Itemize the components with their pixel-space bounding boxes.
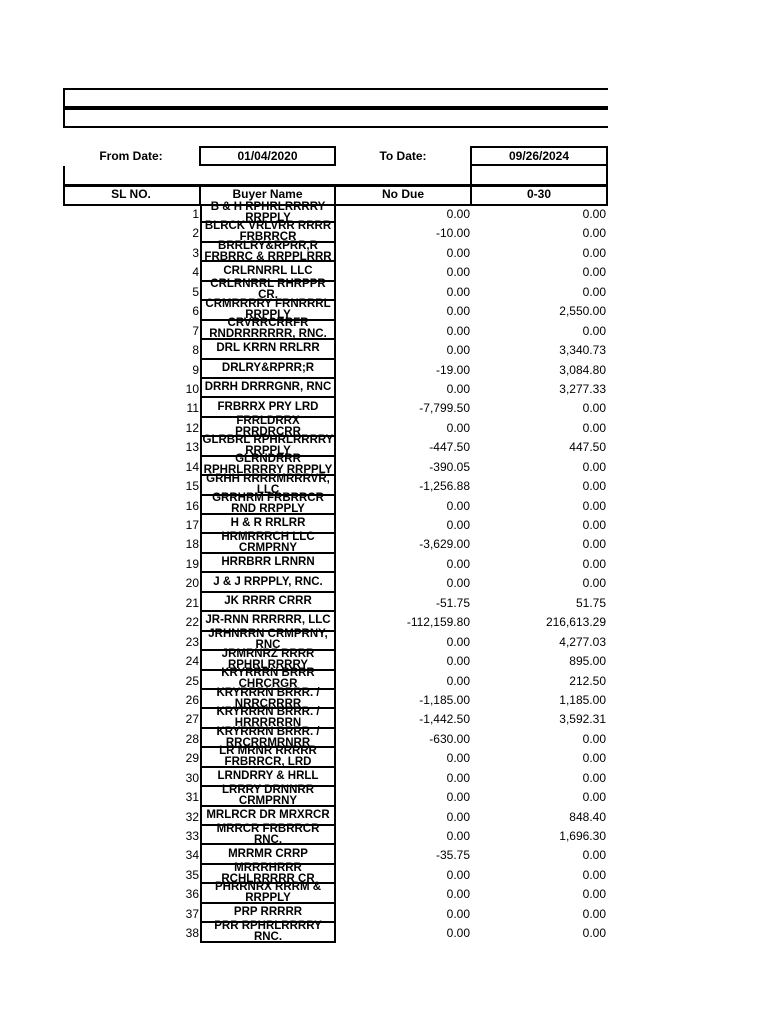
row-sl-number[interactable]: 4 (192, 265, 199, 280)
table-row (63, 768, 608, 787)
row-buyer-name[interactable] (200, 783, 336, 807)
row-buyer-name-text: CRLRNRRL RHRPPR CR. (210, 278, 326, 302)
row-sl-number[interactable]: 34 (185, 848, 199, 863)
row-0-30[interactable]: 0.00 (582, 867, 606, 882)
row-buyer-name-text: CRVRRCRRFR RNDRRRRRRR, RNC. (209, 317, 327, 341)
table-row (63, 239, 608, 263)
row-buyer-name-text: JR-RNN RRRRRR, LLC (205, 614, 331, 627)
row-sl-number[interactable]: 29 (185, 751, 199, 766)
row-no-due[interactable]: -112,159.80 (406, 615, 470, 630)
row-buyer-name-text: GRHH RRRRMRRRVR, LLC (206, 472, 330, 496)
row-sl-number[interactable]: 15 (185, 479, 199, 494)
row-0-30[interactable]: 895.00 (569, 654, 606, 669)
row-no-due[interactable]: 0.00 (446, 751, 470, 766)
row-0-30[interactable]: 0.00 (582, 401, 606, 416)
row-sl-number[interactable]: 11 (186, 401, 199, 416)
row-buyer-name-text: HRRBRR LRNRN (221, 556, 315, 569)
row-buyer-name[interactable] (200, 593, 336, 612)
row-no-due[interactable]: 0.00 (446, 381, 470, 396)
row-no-due[interactable]: -630.00 (429, 731, 470, 746)
row-0-30[interactable]: 0.00 (582, 284, 606, 299)
row-no-due[interactable]: 0.00 (446, 498, 470, 513)
row-buyer-name[interactable] (200, 919, 336, 943)
row-sl-number[interactable]: 8 (192, 343, 199, 358)
col-header-0-30[interactable]: 0-30 (526, 187, 552, 201)
row-no-due[interactable]: -1,185.00 (419, 692, 470, 707)
col-header-nodue[interactable]: No Due (382, 187, 424, 201)
row-0-30[interactable]: 0.00 (582, 790, 606, 805)
row-buyer-name-text: KRYRRRN BRRR. / RRCRRMRNRR (216, 725, 320, 749)
table-row (63, 686, 608, 710)
row-0-30[interactable]: 4,277.03 (559, 634, 606, 649)
table-row (63, 360, 608, 379)
row-no-due[interactable]: 0.00 (446, 809, 470, 824)
table-row (63, 667, 608, 691)
row-no-due[interactable]: 0.00 (446, 926, 470, 941)
row-sl-number[interactable]: 5 (192, 284, 199, 299)
row-sl-number[interactable]: 25 (185, 673, 199, 688)
table-row (63, 531, 608, 555)
table-row (63, 904, 608, 923)
row-buyer-name[interactable] (200, 360, 336, 379)
row-buyer-name-text: DRLRY&RPRR;R (221, 361, 315, 374)
row-buyer-name-text: CRMRRRRY FRNRRRL RRPPLY (205, 297, 331, 321)
row-0-30[interactable]: 0.00 (582, 245, 606, 260)
table-row (63, 297, 608, 321)
row-buyer-name[interactable] (200, 822, 336, 846)
row-buyer-name-text: H & R RRLRR (230, 517, 306, 530)
row-buyer-name-text: GLRBRL RPHRLRRRRY RRPPLY (202, 433, 334, 457)
table-row (63, 845, 608, 864)
table-row (63, 744, 608, 768)
row-no-due[interactable]: -7,799.50 (419, 401, 470, 416)
table-row (63, 472, 608, 496)
row-0-30[interactable]: 0.00 (582, 518, 606, 532)
row-sl-number[interactable]: 27 (185, 712, 199, 727)
row-sl-number[interactable]: 16 (185, 498, 199, 513)
row-sl-number[interactable]: 28 (185, 731, 199, 746)
row-sl-number[interactable]: 26 (185, 692, 199, 707)
row-0-30[interactable]: 0.00 (582, 537, 606, 552)
table-row (63, 822, 608, 846)
row-buyer-name[interactable] (200, 379, 336, 398)
row-sl-number[interactable]: 37 (185, 906, 199, 921)
to-date-label: To Date: (379, 149, 427, 163)
row-0-30[interactable]: 0.00 (582, 323, 606, 338)
col-header-buyer[interactable]: Buyer Name (232, 187, 303, 201)
row-sl-number[interactable]: 1 (192, 207, 199, 221)
row-buyer-name-text: LRNDRRY & HRLL (217, 769, 319, 782)
table-row (63, 706, 608, 730)
row-0-30[interactable]: 0.00 (582, 459, 606, 474)
row-0-30[interactable]: 2,550.00 (559, 304, 606, 319)
row-no-due[interactable]: 0.00 (446, 634, 470, 649)
row-sl-number[interactable]: 31 (185, 790, 199, 805)
row-no-due[interactable]: -1,256.88 (419, 479, 470, 494)
row-sl-number[interactable]: 35 (185, 867, 199, 882)
spacer-cell (470, 166, 608, 186)
row-0-30[interactable]: 0.00 (582, 207, 606, 221)
row-buyer-name[interactable] (200, 554, 336, 573)
row-0-30[interactable]: 0.00 (582, 926, 606, 941)
row-no-due[interactable]: -19.00 (435, 362, 470, 377)
row-sl-number[interactable]: 24 (185, 654, 199, 669)
row-0-30[interactable]: 0.00 (582, 906, 606, 921)
row-no-due[interactable]: -1,442.50 (419, 712, 470, 727)
row-no-due[interactable]: 0.00 (446, 304, 470, 319)
row-no-due[interactable]: 0.00 (446, 654, 470, 669)
table-row (63, 379, 608, 398)
row-sl-number[interactable]: 19 (185, 556, 199, 571)
row-no-due[interactable]: 0.00 (446, 829, 470, 843)
row-sl-number[interactable]: 10 (185, 381, 199, 396)
row-buyer-name-text: MRRCR FRBRRCR RNC. (216, 822, 320, 846)
to-date-value[interactable]: 09/26/2024 (470, 146, 608, 166)
row-sl-number[interactable]: 3 (192, 245, 199, 260)
row-no-due[interactable]: 0.00 (446, 906, 470, 921)
row-no-due[interactable]: -51.75 (435, 595, 470, 610)
row-sl-number[interactable]: 32 (185, 809, 199, 824)
row-sl-number[interactable]: 2 (192, 226, 199, 241)
row-0-30[interactable]: 212.50 (569, 673, 606, 688)
row-buyer-name-text: JRMRNRZ RRRR RPHRLRRRRY (221, 647, 315, 671)
row-0-30[interactable]: 0.00 (582, 576, 606, 591)
row-buyer-name[interactable] (200, 317, 336, 341)
table-row (63, 573, 608, 592)
row-no-due[interactable]: 0.00 (446, 284, 470, 299)
row-0-30[interactable]: 216,613.29 (545, 615, 606, 630)
table-row (63, 725, 608, 749)
row-0-30[interactable]: 0.00 (582, 770, 606, 785)
table-row (63, 398, 608, 417)
row-buyer-name[interactable] (200, 239, 336, 263)
table-row (63, 783, 608, 807)
row-buyer-name-text: JK RRRR CRRR (224, 594, 312, 607)
report-subtitle-cell (63, 108, 608, 128)
row-no-due[interactable]: 0.00 (446, 867, 470, 882)
row-buyer-name-text: JRHNRRN CRMPRNY, RNC (208, 628, 328, 652)
from-date-label: From Date: (99, 149, 163, 163)
row-no-due[interactable]: 0.00 (446, 770, 470, 785)
row-sl-number[interactable]: 13 (185, 440, 199, 455)
table-row (63, 433, 608, 457)
row-no-due[interactable]: 0.00 (446, 323, 470, 338)
row-sl-number[interactable]: 22 (185, 615, 199, 630)
row-no-due[interactable]: -390.05 (429, 459, 470, 474)
from-date-value[interactable]: 01/04/2020 (199, 146, 336, 166)
table-row (63, 453, 608, 477)
table-row (63, 492, 608, 516)
row-buyer-name[interactable] (200, 744, 336, 768)
row-0-30[interactable]: 0.00 (582, 887, 606, 902)
table-row (63, 612, 608, 631)
row-buyer-name-text: HRMRRRCH LLC CRMPRNY (221, 531, 315, 555)
row-0-30[interactable]: 51.75 (575, 595, 606, 610)
row-sl-number[interactable]: 6 (192, 304, 199, 319)
table-row (63, 278, 608, 302)
row-buyer-name-text: PRP RRRRR (233, 905, 303, 918)
col-header-sl[interactable]: SL NO. (111, 187, 151, 201)
row-buyer-name-text: GRRHRM FRBRRCR RND RRPPLY (212, 492, 324, 516)
row-no-due[interactable]: 0.00 (446, 245, 470, 260)
table-row (63, 340, 608, 359)
row-buyer-name[interactable] (200, 573, 336, 592)
table-row (63, 317, 608, 341)
table-row (63, 200, 608, 224)
report-title-cell (63, 88, 608, 108)
row-buyer-name-text: MRLRCR DR MRXRCR (206, 808, 330, 821)
row-no-due[interactable]: 0.00 (446, 420, 470, 435)
row-no-due[interactable]: -3,629.00 (419, 537, 470, 552)
row-no-due[interactable]: 0.00 (446, 887, 470, 902)
row-0-30[interactable]: 3,592.31 (559, 712, 606, 727)
row-sl-number[interactable]: 9 (192, 362, 199, 377)
row-buyer-name-text: MRRMR CRRP (228, 847, 308, 860)
row-buyer-name-text: FRBRRX PRY LRD (217, 400, 319, 413)
table-row (63, 919, 608, 943)
row-no-due[interactable]: 0.00 (446, 207, 470, 221)
row-buyer-name-text: LR MRNR RRRRR FRBRRCR, LRD (219, 744, 317, 768)
table-row (63, 554, 608, 573)
row-0-30[interactable]: 447.50 (569, 440, 606, 455)
row-buyer-name-text: DRL KRRN RRLRR (216, 342, 320, 355)
row-buyer-name[interactable] (200, 492, 336, 516)
row-0-30[interactable]: 0.00 (582, 265, 606, 280)
row-sl-number[interactable]: 20 (185, 576, 199, 591)
row-no-due[interactable]: 0.00 (446, 343, 470, 358)
row-buyer-name-text: LRRRY DRNNRR CRMPRNY (222, 783, 314, 807)
row-buyer-name-text: PHRRNRX RRRM & RRPPLY (214, 881, 322, 905)
table-row (63, 515, 608, 534)
row-no-due[interactable]: 0.00 (446, 576, 470, 591)
row-buyer-name[interactable] (200, 531, 336, 555)
table-row (63, 628, 608, 652)
row-sl-number[interactable]: 7 (192, 323, 199, 338)
row-sl-number[interactable]: 30 (185, 770, 199, 785)
row-0-30[interactable]: 3,340.73 (559, 343, 606, 358)
row-no-due[interactable]: -447.50 (429, 440, 470, 455)
row-buyer-name-text: KRYRRRN BRRR CHRCRGR (221, 667, 315, 691)
row-buyer-name-text: FRRLDRRX PRRDRCRR (235, 414, 301, 438)
row-buyer-name-text: PRR RPHRLRRRRY RNC. (214, 919, 322, 943)
row-0-30[interactable]: 848.40 (569, 809, 606, 824)
row-buyer-name-text: J & J RRPPLY, RNC. (213, 575, 323, 588)
table-row (63, 414, 608, 438)
row-sl-number[interactable]: 14 (185, 459, 199, 474)
row-no-due[interactable]: -10.00 (435, 226, 470, 241)
table-row (63, 881, 608, 905)
row-buyer-name-text: BRRLRY&RPRR,R FRBRRC & RRPPLRRR (204, 239, 332, 263)
row-buyer-name-text: KRYRRRN BRRR. / NRRCRRRR (216, 686, 320, 710)
row-0-30[interactable]: 0.00 (582, 848, 606, 863)
row-0-30[interactable]: 1,185.00 (559, 692, 606, 707)
row-0-30[interactable]: 0.00 (582, 731, 606, 746)
row-sl-number[interactable]: 33 (185, 829, 199, 843)
row-no-due[interactable]: 0.00 (446, 790, 470, 805)
row-0-30[interactable]: 0.00 (582, 420, 606, 435)
row-0-30[interactable]: 0.00 (582, 479, 606, 494)
row-sl-number[interactable]: 17 (185, 518, 199, 532)
data-table-body (63, 200, 608, 943)
row-0-30[interactable]: 0.00 (582, 226, 606, 241)
row-buyer-name-text: CRLRNRRL LLC (223, 264, 313, 277)
row-buyer-name[interactable] (200, 340, 336, 359)
row-buyer-name[interactable] (200, 881, 336, 905)
row-sl-number[interactable]: 38 (185, 926, 199, 941)
row-0-30[interactable]: 0.00 (582, 751, 606, 766)
row-no-due[interactable]: 0.00 (446, 556, 470, 571)
row-buyer-name-text: B & H RPHRLRRRRY RRPPLY (210, 200, 326, 224)
row-buyer-name-text: DRRH DRRRGNR, RNC (204, 381, 332, 394)
table-row (63, 861, 608, 885)
row-0-30[interactable]: 0.00 (582, 556, 606, 571)
row-buyer-name-text: KRYRRRN BRRR. / HRRRRRRN (216, 706, 320, 730)
table-row (63, 647, 608, 671)
row-buyer-name-text: BLRCK VRLVRR RRRR FRBRRCR (204, 220, 332, 244)
row-0-30[interactable]: 0.00 (582, 498, 606, 513)
row-sl-number[interactable]: 12 (185, 420, 199, 435)
table-row (63, 262, 608, 281)
row-sl-number[interactable]: 18 (185, 537, 199, 552)
row-no-due[interactable]: 0.00 (446, 518, 470, 532)
row-no-due[interactable]: -35.75 (435, 848, 470, 863)
row-0-30[interactable]: 3,084.80 (559, 362, 606, 377)
row-no-due[interactable]: 0.00 (446, 265, 470, 280)
table-row (63, 220, 608, 244)
row-buyer-name-text: GLRNDRRR RPHRLRRRRY RRPPLY (203, 453, 333, 477)
row-sl-number[interactable]: 23 (185, 634, 199, 649)
table-row (63, 807, 608, 826)
row-0-30[interactable]: 3,277.33 (559, 381, 606, 396)
row-buyer-name-text: MRRRHRRR RCHLRRRRR CR (221, 861, 315, 885)
row-sl-number[interactable]: 21 (185, 595, 199, 610)
row-0-30[interactable]: 1,696.30 (559, 829, 606, 843)
table-row (63, 593, 608, 612)
row-sl-number[interactable]: 36 (185, 887, 199, 902)
row-no-due[interactable]: 0.00 (446, 673, 470, 688)
